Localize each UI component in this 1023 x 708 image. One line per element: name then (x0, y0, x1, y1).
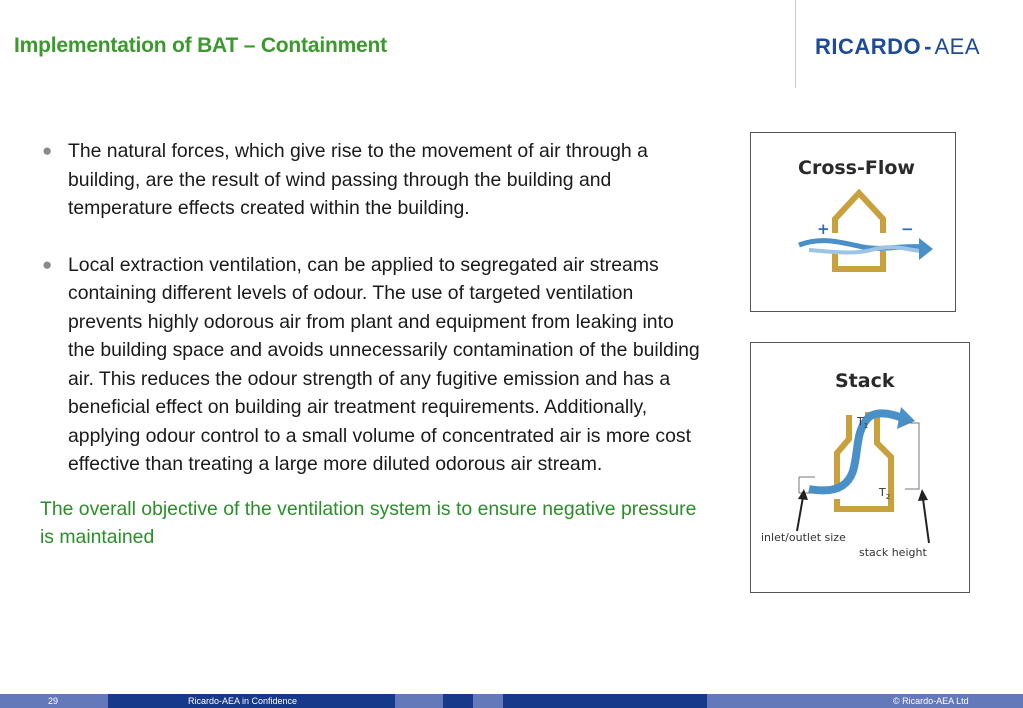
bullet-dot-icon: ● (42, 254, 53, 274)
stack-height-label: stack height (859, 546, 927, 559)
bullet-dot-icon: ● (42, 141, 53, 160)
slide-body (40, 137, 700, 552)
page-number: 29 (48, 696, 59, 706)
stack-t2-subscript: 2 (885, 493, 891, 502)
bullet-natural-forces (40, 137, 700, 223)
height-pointer-head-icon (918, 489, 928, 501)
slide-title: Implementation of BAT – Containment (14, 34, 387, 57)
footer-segment (395, 694, 443, 708)
slide-footer (0, 694, 1023, 708)
bullet-local-extraction (40, 251, 700, 479)
logo-part-aea: AEA (934, 34, 981, 59)
stack-t1-subscript: 1 (863, 422, 869, 431)
footer-segment (473, 694, 503, 708)
crossflow-building-outline (835, 193, 883, 233)
crossflow-title: Cross-Flow (798, 157, 915, 179)
stack-t1-letter: T (857, 415, 864, 428)
stack-title: Stack (835, 370, 895, 392)
stack-arrow-head-icon (897, 407, 915, 429)
company-logo (815, 34, 980, 60)
stack-t2-label (879, 486, 890, 501)
crossflow-arrow-head-icon (919, 238, 933, 260)
crossflow-minus-sign: − (901, 220, 914, 238)
stack-t2-letter: T (879, 486, 886, 499)
height-pointer-line (923, 499, 929, 543)
logo-dash: - (924, 34, 932, 59)
inlet-pointer-line (797, 497, 803, 531)
confidentiality-notice: Ricardo-AEA in Confidence (188, 696, 298, 706)
stack-diagram (750, 342, 970, 593)
bullet-text: Local extraction ventilation, can be applied to segregated air streams containing different levels of odour. The use of targeted ventilation prevents highly odorous air from plant and equipment from leaking into the building space and avoids unnecessarily contamination of the building air. This reduces the odour strength of any fugitive emission and has a beneficial effect on building air treatment requirements. Additionally, applying odour control to a small volume of concentrated air is more cost effective than treating a large more diluted odorous air stream. (68, 253, 700, 475)
inlet-outlet-size-label: inlet/outlet size (761, 531, 846, 544)
bullet-text: The natural forces, which give rise to the movement of air through a building, are the result of wind passing through the building and temperature effects created within the building. (68, 140, 648, 219)
copyright-notice: © Ricardo-AEA Ltd (893, 696, 969, 706)
stack-t1-label (857, 415, 868, 430)
header-divider (795, 0, 796, 88)
crossflow-illustration (751, 133, 955, 311)
stack-height-bracket (905, 423, 919, 489)
crossflow-plus-sign: + (817, 220, 830, 238)
footer-segment (707, 694, 1023, 708)
logo-part-ricardo: RICARDO (815, 34, 922, 59)
crossflow-diagram (750, 132, 956, 312)
objective-statement: The overall objective of the ventilation system is to ensure negative pressure is maintained (40, 497, 697, 548)
